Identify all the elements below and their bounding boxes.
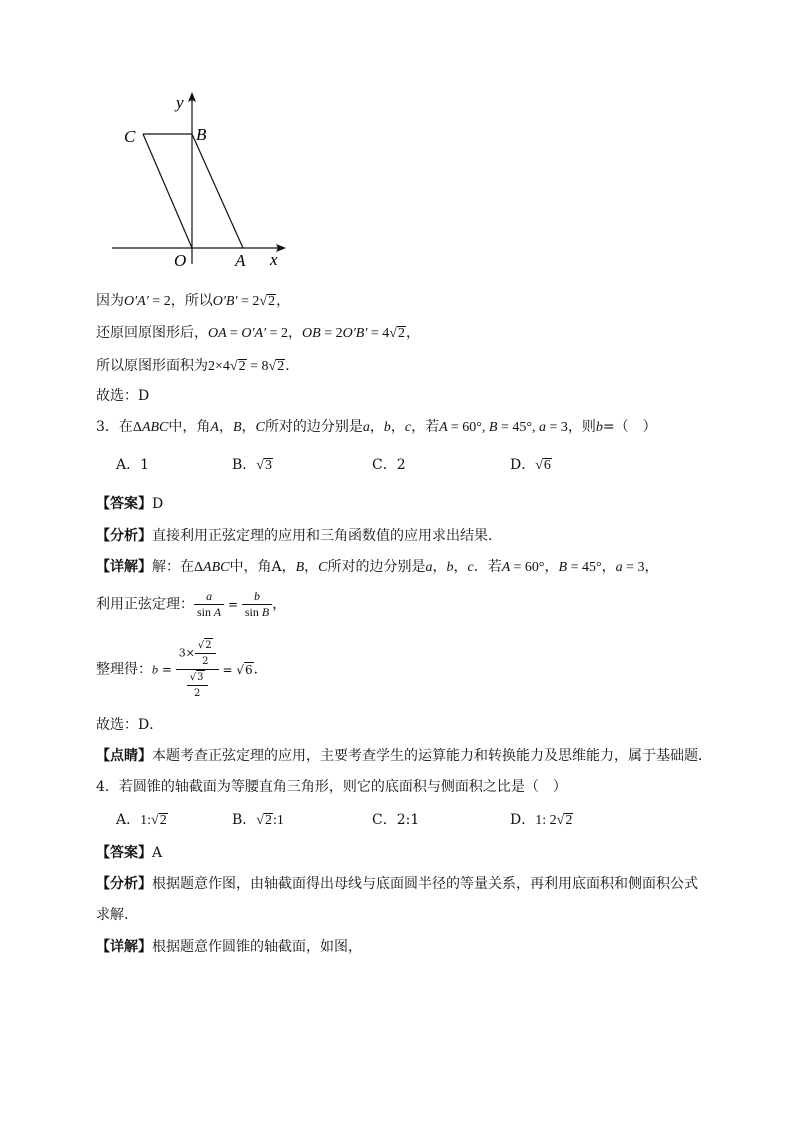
q3-conclusion: 故选：D． [96, 717, 164, 733]
math-expr: B = 45° [558, 560, 602, 575]
label-a: A [235, 251, 246, 270]
label-y: y [176, 93, 184, 112]
option-label: A．1 [116, 457, 150, 473]
answer-value: D [152, 496, 164, 512]
parallelogram-figure [108, 88, 298, 273]
math-expr: A [210, 420, 219, 435]
math-expr: b [152, 662, 158, 677]
text: 所对的边分别是 [327, 559, 426, 575]
analysis-tag: 【分析】 [96, 528, 152, 544]
q3-option-a[interactable] [116, 455, 149, 475]
analysis-tag: 【分析】 [96, 876, 152, 892]
question-4 [96, 777, 567, 797]
math-expr: √3 [256, 458, 272, 473]
segment-ba [192, 134, 243, 248]
option-label: D． [510, 812, 536, 828]
text: =（ ） [602, 419, 657, 435]
q3-option-c[interactable] [372, 455, 406, 475]
text: 解：在 [152, 559, 194, 575]
solution-line-2 [96, 323, 420, 344]
math-expr: O′B′ = 2√2 [212, 294, 276, 309]
math-expr: ΔABC [194, 560, 230, 575]
text: . [285, 358, 290, 374]
math-expr: c [467, 560, 474, 575]
math-expr: A = 60° [501, 560, 545, 575]
question-number: 3． [96, 419, 119, 435]
answer-tag: 【答案】 [96, 845, 152, 861]
option-label: B． [232, 812, 257, 828]
text: ．若 [473, 559, 502, 575]
text: ， [644, 559, 659, 575]
q3-analysis [96, 526, 502, 546]
label-o: O [174, 251, 187, 270]
text: 利用正弦定理： [96, 596, 194, 613]
option-label: D． [510, 457, 536, 473]
math-expr: OB = 2O′B′ = 4√2 [302, 326, 405, 341]
analysis-text: 直接利用正弦定理的应用和三角函数值的应用求出结果． [152, 528, 502, 544]
question-3: 3．在ΔABC中，角A，B，C所对的边分别是a，b，c，若A = 60°, B = 45°, a = 3，则b=（ ） [96, 419, 657, 435]
label-b: B [196, 125, 207, 144]
answer-tag: 【答案】 [96, 496, 152, 512]
q3-option-b[interactable] [232, 455, 273, 476]
detail-text: 根据题意作圆锥的轴截面，如图， [152, 939, 362, 955]
math-expr: 2×4√2 = 8√2 [208, 359, 285, 374]
segment-co [143, 134, 192, 248]
math-expr: a [362, 420, 370, 435]
text: ，若 [411, 419, 440, 435]
math-expr: B [232, 420, 242, 435]
math-expr: 1: 2√2 [535, 813, 573, 828]
solution-line-3 [96, 356, 290, 377]
q4-detail [96, 937, 362, 957]
math-expr: a [425, 560, 433, 575]
option-label: C．2:1 [372, 812, 420, 828]
math-expr: OA = O′A′ = 2 [208, 326, 289, 341]
math-expr: 1:√2 [140, 813, 167, 828]
q4-option-a[interactable] [116, 810, 168, 831]
q4-option-d[interactable] [510, 810, 573, 831]
fraction: 3× $\frac{√2}{2}$ $\frac{√3}{2}$ [176, 638, 219, 701]
text: ，则 [567, 419, 596, 435]
q3-law-of-sines: 利用正弦定理： $\frac{a}{\text{sin A}}$ = $\frac{b}{\text{sin B}}$ ， [96, 589, 287, 619]
q4-option-c[interactable] [372, 810, 419, 830]
detail-tag: 【详解】 [96, 939, 152, 955]
math-expr: A = 60°, B = 45°, a = 3 [439, 420, 568, 435]
analysis-text: 根据题意作图，由轴截面得出母线与底面圆半径的等量关系，再利用底面积和侧面积公式 [152, 876, 698, 892]
text: 还原回原图形后， [96, 325, 208, 341]
text: ， [406, 325, 420, 341]
math-expr: √2:1 [256, 813, 284, 828]
math-expr: B [295, 560, 305, 575]
math-expr: c [404, 420, 412, 435]
math-expr: O′A′ = 2 [124, 294, 171, 309]
math-expr: b [595, 420, 603, 435]
question-number: 4． [96, 779, 119, 795]
text: 所对的边分别是 [264, 419, 363, 435]
question-text: 若圆锥的轴截面为等腰直角三角形，则它的底面积与侧面积之比是（ ） [118, 779, 567, 795]
text: 所以原图形面积为 [96, 358, 208, 374]
text: ，所以 [170, 293, 213, 309]
comment-tag: 【点睛】 [96, 748, 152, 764]
comment-text: 本题考查正弦定理的应用，主要考查学生的运算能力和转换能力及思维能力，属于基础题． [152, 748, 712, 764]
text: 中，角 [168, 419, 211, 435]
math-expr: b [446, 560, 454, 575]
text: 因为 [96, 293, 124, 309]
text: 在 [118, 419, 133, 435]
label-c: C [124, 127, 136, 146]
label-x: x [270, 250, 278, 269]
fraction: $\frac{b}{\text{sin B}}$ [242, 589, 272, 620]
q4-analysis-line-2: 求解. [96, 907, 129, 923]
q4-option-b[interactable] [232, 810, 284, 831]
text: ， [276, 293, 291, 309]
q4-answer [96, 843, 162, 863]
option-label: B． [232, 457, 257, 473]
solution-line-1 [96, 291, 290, 312]
math-expr: b [383, 420, 391, 435]
solution-answer: 故选：D [96, 388, 150, 404]
math-expr: a = 3 [615, 560, 645, 575]
q3-comment [96, 746, 712, 766]
detail-tag: 【详解】 [96, 559, 152, 575]
answer-value: A [152, 845, 163, 861]
fraction: $\frac{a}{\text{sin A}}$ [194, 589, 224, 620]
option-label: C．2 [372, 457, 406, 473]
math-expr: √6 [535, 458, 551, 473]
math-expr: C [318, 560, 328, 575]
text: 整理得： [96, 661, 152, 678]
q4-analysis-line-1 [96, 874, 698, 894]
q3-detail: 【详解】解：在ΔABC中，角A，B，C所对的边分别是a，b，c．若A = 60°，B = 45°，a = 3， [96, 559, 659, 575]
text: ， [288, 325, 303, 341]
q3-simplify: 整理得：b = 3× $\frac{√2}{2}$ $\frac{√3}{2}$ = √6． [96, 640, 268, 699]
text: 中，角 [229, 559, 272, 575]
q3-answer [96, 494, 163, 514]
q3-option-d[interactable] [510, 455, 552, 476]
math-expr: C [255, 420, 265, 435]
option-label: A． [116, 812, 141, 828]
math-expr: ΔABC [132, 420, 169, 435]
